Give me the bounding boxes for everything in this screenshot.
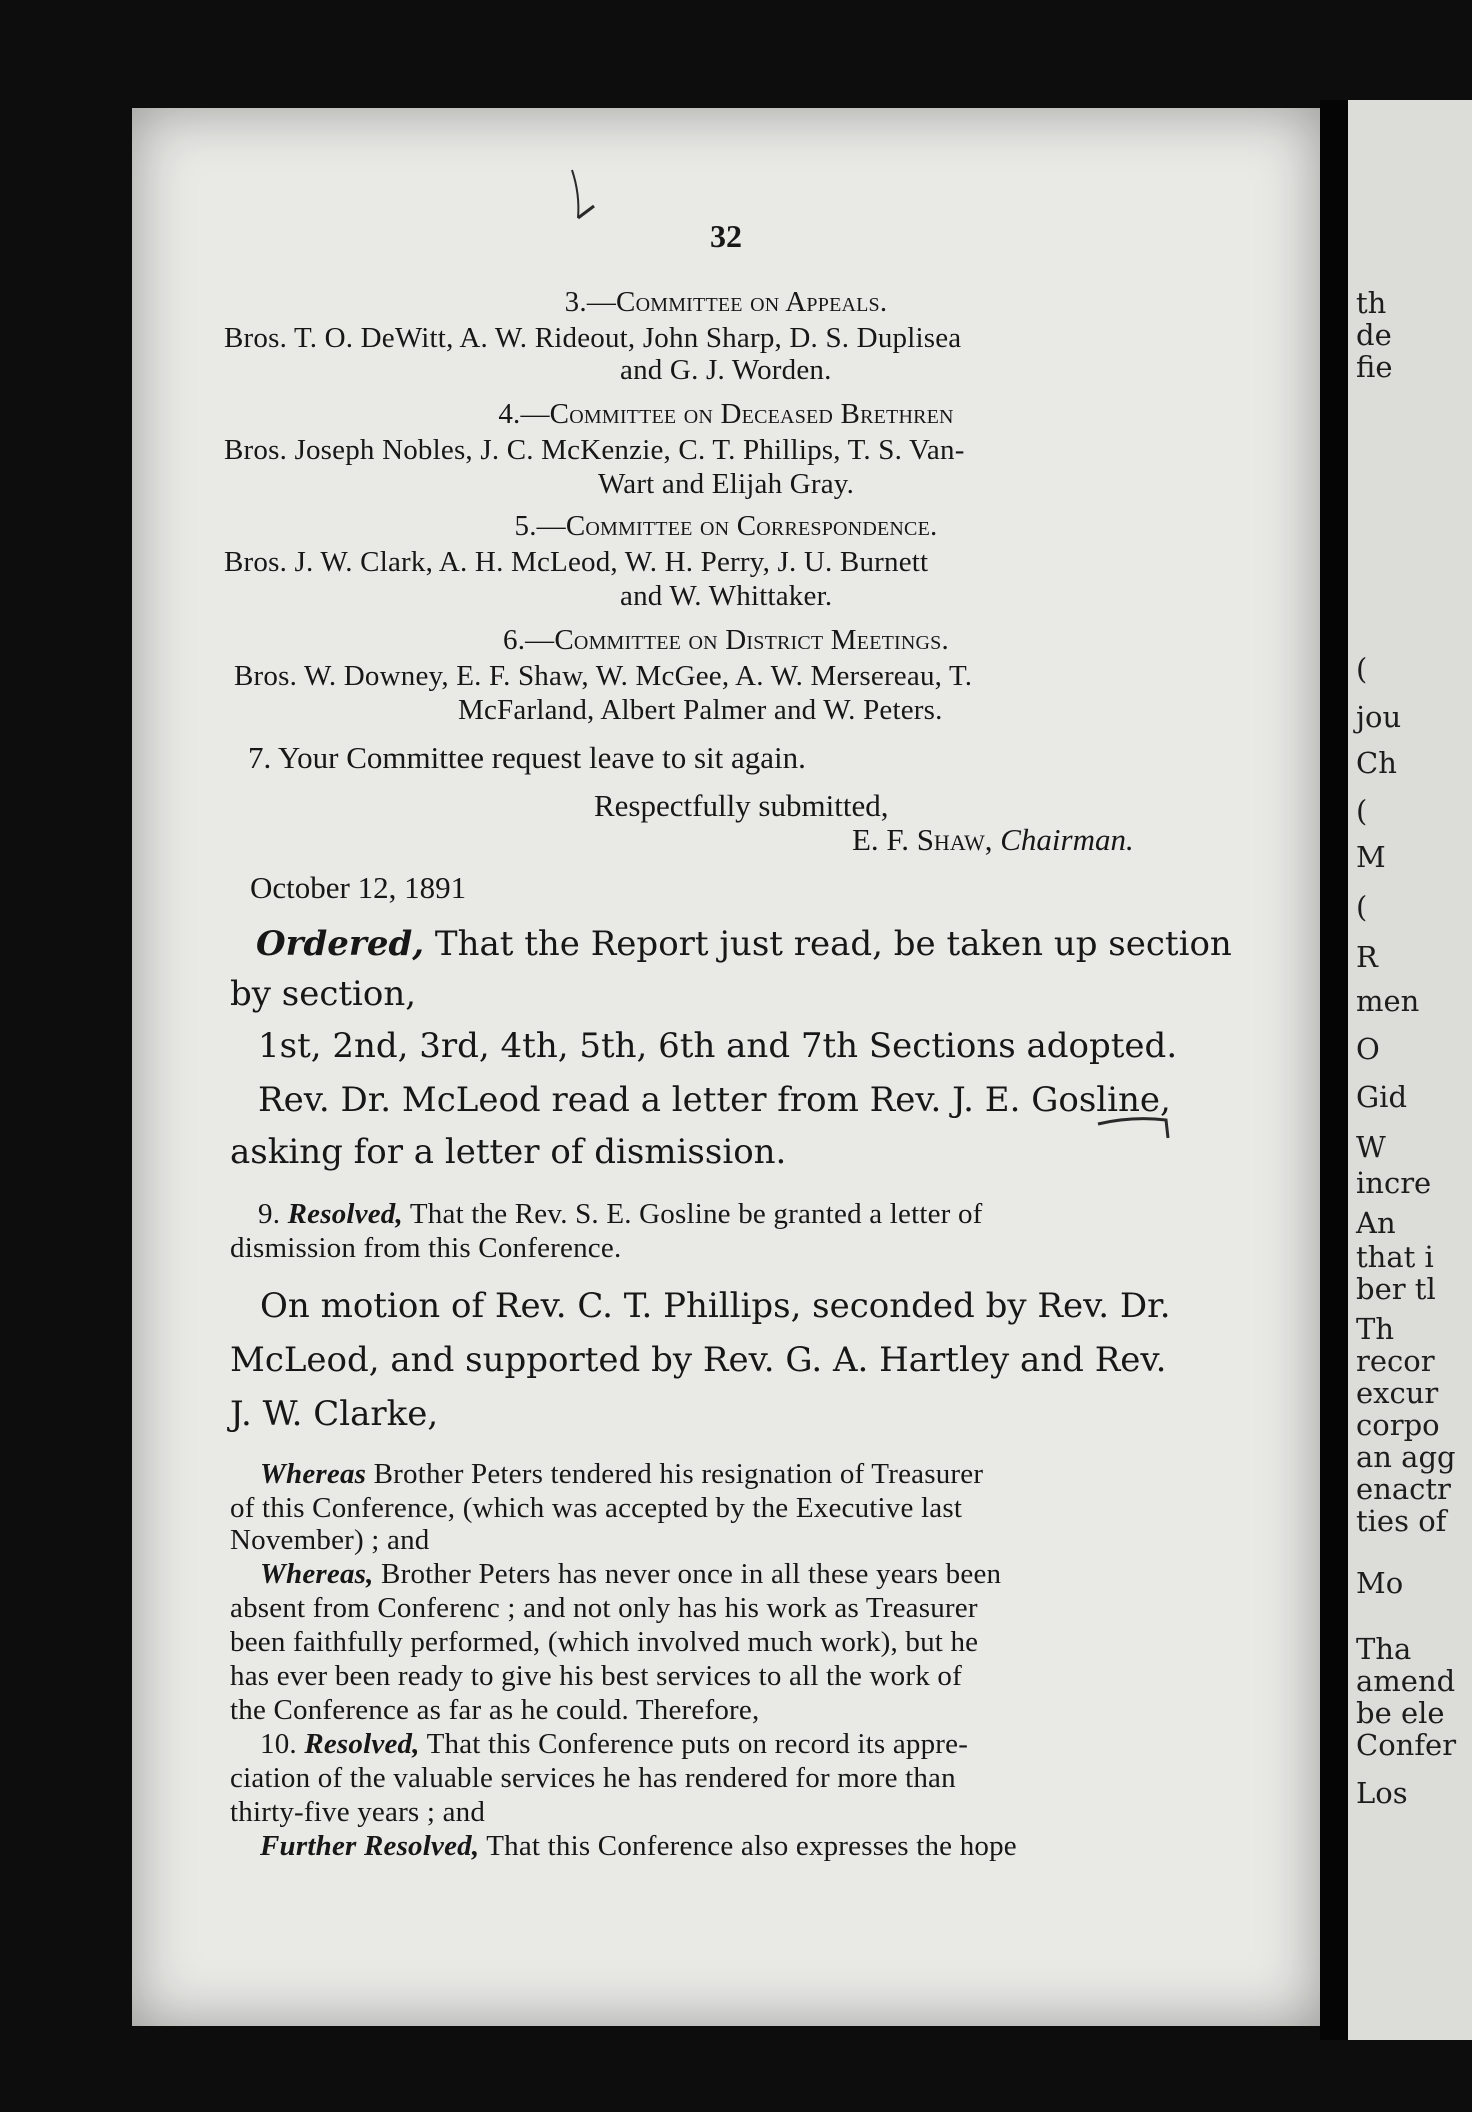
resolution-10-text: That this Conference puts on record its appre- <box>419 1728 969 1760</box>
signer-title: Chairman. <box>1000 822 1134 857</box>
signer-name: E. F. Shaw, <box>852 822 1001 857</box>
resolution-10-word: Resolved, <box>304 1728 420 1760</box>
whereas-1-text: Brother Peters tendered his resignation of Treasurer <box>366 1458 984 1490</box>
whereas-1-line-3: November) ; and <box>230 1524 430 1556</box>
whereas-1-line-2: of this Conference, (which was accepted by the Executive last <box>230 1492 963 1524</box>
next-page-fragment: enactr <box>1356 1472 1451 1506</box>
whereas-2-line-2: absent from Conferenc ; and not only has his work as Treasurer <box>230 1592 978 1624</box>
next-page-fragment: M <box>1356 840 1386 874</box>
next-page-fragment: recor <box>1356 1344 1435 1378</box>
next-page-fragment: de <box>1356 318 1392 352</box>
committee-3-heading: 3.—Committee on Appeals. <box>564 286 888 318</box>
next-page-fragment: ( <box>1356 890 1368 924</box>
next-page-fragment: amend <box>1356 1664 1456 1698</box>
letter-line-1: Rev. Dr. McLeod read a letter from Rev. J. E. Gosline, <box>258 1080 1171 1120</box>
book-page <box>132 108 1320 2026</box>
further-resolved-text: That this Conference also expresses the hope <box>479 1830 1017 1862</box>
next-page-fragment: th <box>1356 286 1387 320</box>
ordered-word: Ordered, <box>256 924 425 964</box>
respectfully-submitted: Respectfully submitted, <box>594 788 889 823</box>
whereas-1-word: Whereas <box>260 1458 367 1490</box>
next-page-fragment: corpo <box>1356 1408 1440 1442</box>
committee-6-members: Bros. W. Downey, E. F. Shaw, W. McGee, A. W. Mersereau, T. <box>234 660 973 692</box>
whereas-2 <box>260 1558 1001 1591</box>
report-date: October 12, 1891 <box>250 870 467 905</box>
page-gutter <box>1320 100 1348 2040</box>
next-page-fragment: Confer <box>1356 1728 1457 1762</box>
next-page-fragment: Los <box>1356 1776 1408 1810</box>
sections-adopted: 1st, 2nd, 3rd, 4th, 5th, 6th and 7th Sections adopted. <box>258 1026 1178 1066</box>
next-page-fragment: ber tl <box>1356 1272 1436 1306</box>
resolution-10-line-3: thirty-five years ; and <box>230 1796 486 1828</box>
next-page-fragment: ( <box>1356 652 1368 686</box>
whereas-1 <box>260 1458 983 1491</box>
next-page-fragment: O <box>1356 1032 1380 1066</box>
next-page-fragment: Th <box>1356 1312 1395 1346</box>
committee-3-members-cont: and G. J. Worden. <box>620 354 832 386</box>
ordered-line-2: by section, <box>230 974 417 1014</box>
next-page-fragment: excur <box>1356 1376 1439 1410</box>
resolution-9-number: 9. <box>258 1198 288 1230</box>
item-7: 7. Your Committee request leave to sit again. <box>248 740 806 775</box>
ordered-text: That the Report just read, be taken up section <box>424 924 1232 964</box>
committee-5-members: Bros. J. W. Clark, A. H. McLeod, W. H. Perry, J. U. Burnett <box>224 546 929 578</box>
next-page-fragment: W <box>1356 1130 1386 1164</box>
committee-4-heading: 4.—Committee on Deceased Brethren <box>498 398 954 430</box>
committee-5-heading: 5.—Committee on Correspondence. <box>514 510 938 542</box>
next-page-fragment: men <box>1356 984 1420 1018</box>
whereas-2-word: Whereas, <box>260 1558 374 1590</box>
whereas-2-line-4: has ever been ready to give his best services to all the work of <box>230 1660 962 1692</box>
resolution-9-word: Resolved, <box>287 1198 403 1230</box>
motion-line-1: On motion of Rev. C. T. Phillips, seconded by Rev. Dr. <box>260 1286 1171 1326</box>
whereas-2-line-3: been faithfully performed, (which involved much work), but he <box>230 1626 979 1658</box>
next-page-fragment: Ch <box>1356 746 1397 780</box>
next-page-fragment: Tha <box>1356 1632 1412 1666</box>
adjacent-page-fragment <box>1348 100 1472 2040</box>
next-page-fragment: jou <box>1356 700 1402 734</box>
resolution-10-line-2: ciation of the valuable services he has rendered for more than <box>230 1762 956 1794</box>
whereas-2-line-5: the Conference as far as he could. Therefore, <box>230 1694 760 1726</box>
next-page-fragment: fie <box>1356 350 1393 384</box>
motion-line-3: J. W. Clarke, <box>230 1394 439 1434</box>
next-page-fragment: be ele <box>1356 1696 1445 1730</box>
motion-line-2: McLeod, and supported by Rev. G. A. Hartley and Rev. <box>230 1340 1167 1380</box>
next-page-fragment: ( <box>1356 794 1368 828</box>
committee-4-members: Bros. Joseph Nobles, J. C. McKenzie, C. T. Phillips, T. S. Van- <box>224 434 965 466</box>
letter-line-2: asking for a letter of dismission. <box>230 1132 787 1172</box>
committee-3-members: Bros. T. O. DeWitt, A. W. Rideout, John Sharp, D. S. Duplisea <box>224 322 962 354</box>
next-page-fragment: that i <box>1356 1240 1434 1274</box>
next-page-fragment: ties of <box>1356 1504 1447 1538</box>
resolution-9-text: That the Rev. S. E. Gosline be granted a letter of <box>402 1198 983 1230</box>
page-number: 32 <box>710 218 742 254</box>
next-page-fragment: An <box>1356 1206 1396 1240</box>
resolution-10-number: 10. <box>260 1728 305 1760</box>
committee-6-members-cont: McFarland, Albert Palmer and W. Peters. <box>458 694 943 726</box>
resolution-9 <box>258 1198 983 1231</box>
next-page-fragment: incre <box>1356 1166 1432 1200</box>
whereas-2-text: Brother Peters has never once in all these years been <box>373 1558 1002 1590</box>
further-resolved-word: Further Resolved, <box>260 1830 480 1862</box>
next-page-fragment: Mo <box>1356 1566 1404 1600</box>
next-page-fragment: Gid <box>1356 1080 1408 1114</box>
next-page-fragment: an agg <box>1356 1440 1456 1474</box>
resolution-10 <box>260 1728 968 1761</box>
committee-4-members-cont: Wart and Elijah Gray. <box>598 468 855 500</box>
further-resolved <box>260 1830 1017 1863</box>
resolution-9-line-2: dismission from this Conference. <box>230 1232 622 1264</box>
committee-5-members-cont: and W. Whittaker. <box>620 580 833 612</box>
committee-6-heading: 6.—Committee on District Meetings. <box>503 624 949 656</box>
next-page-fragment: R <box>1356 940 1378 974</box>
